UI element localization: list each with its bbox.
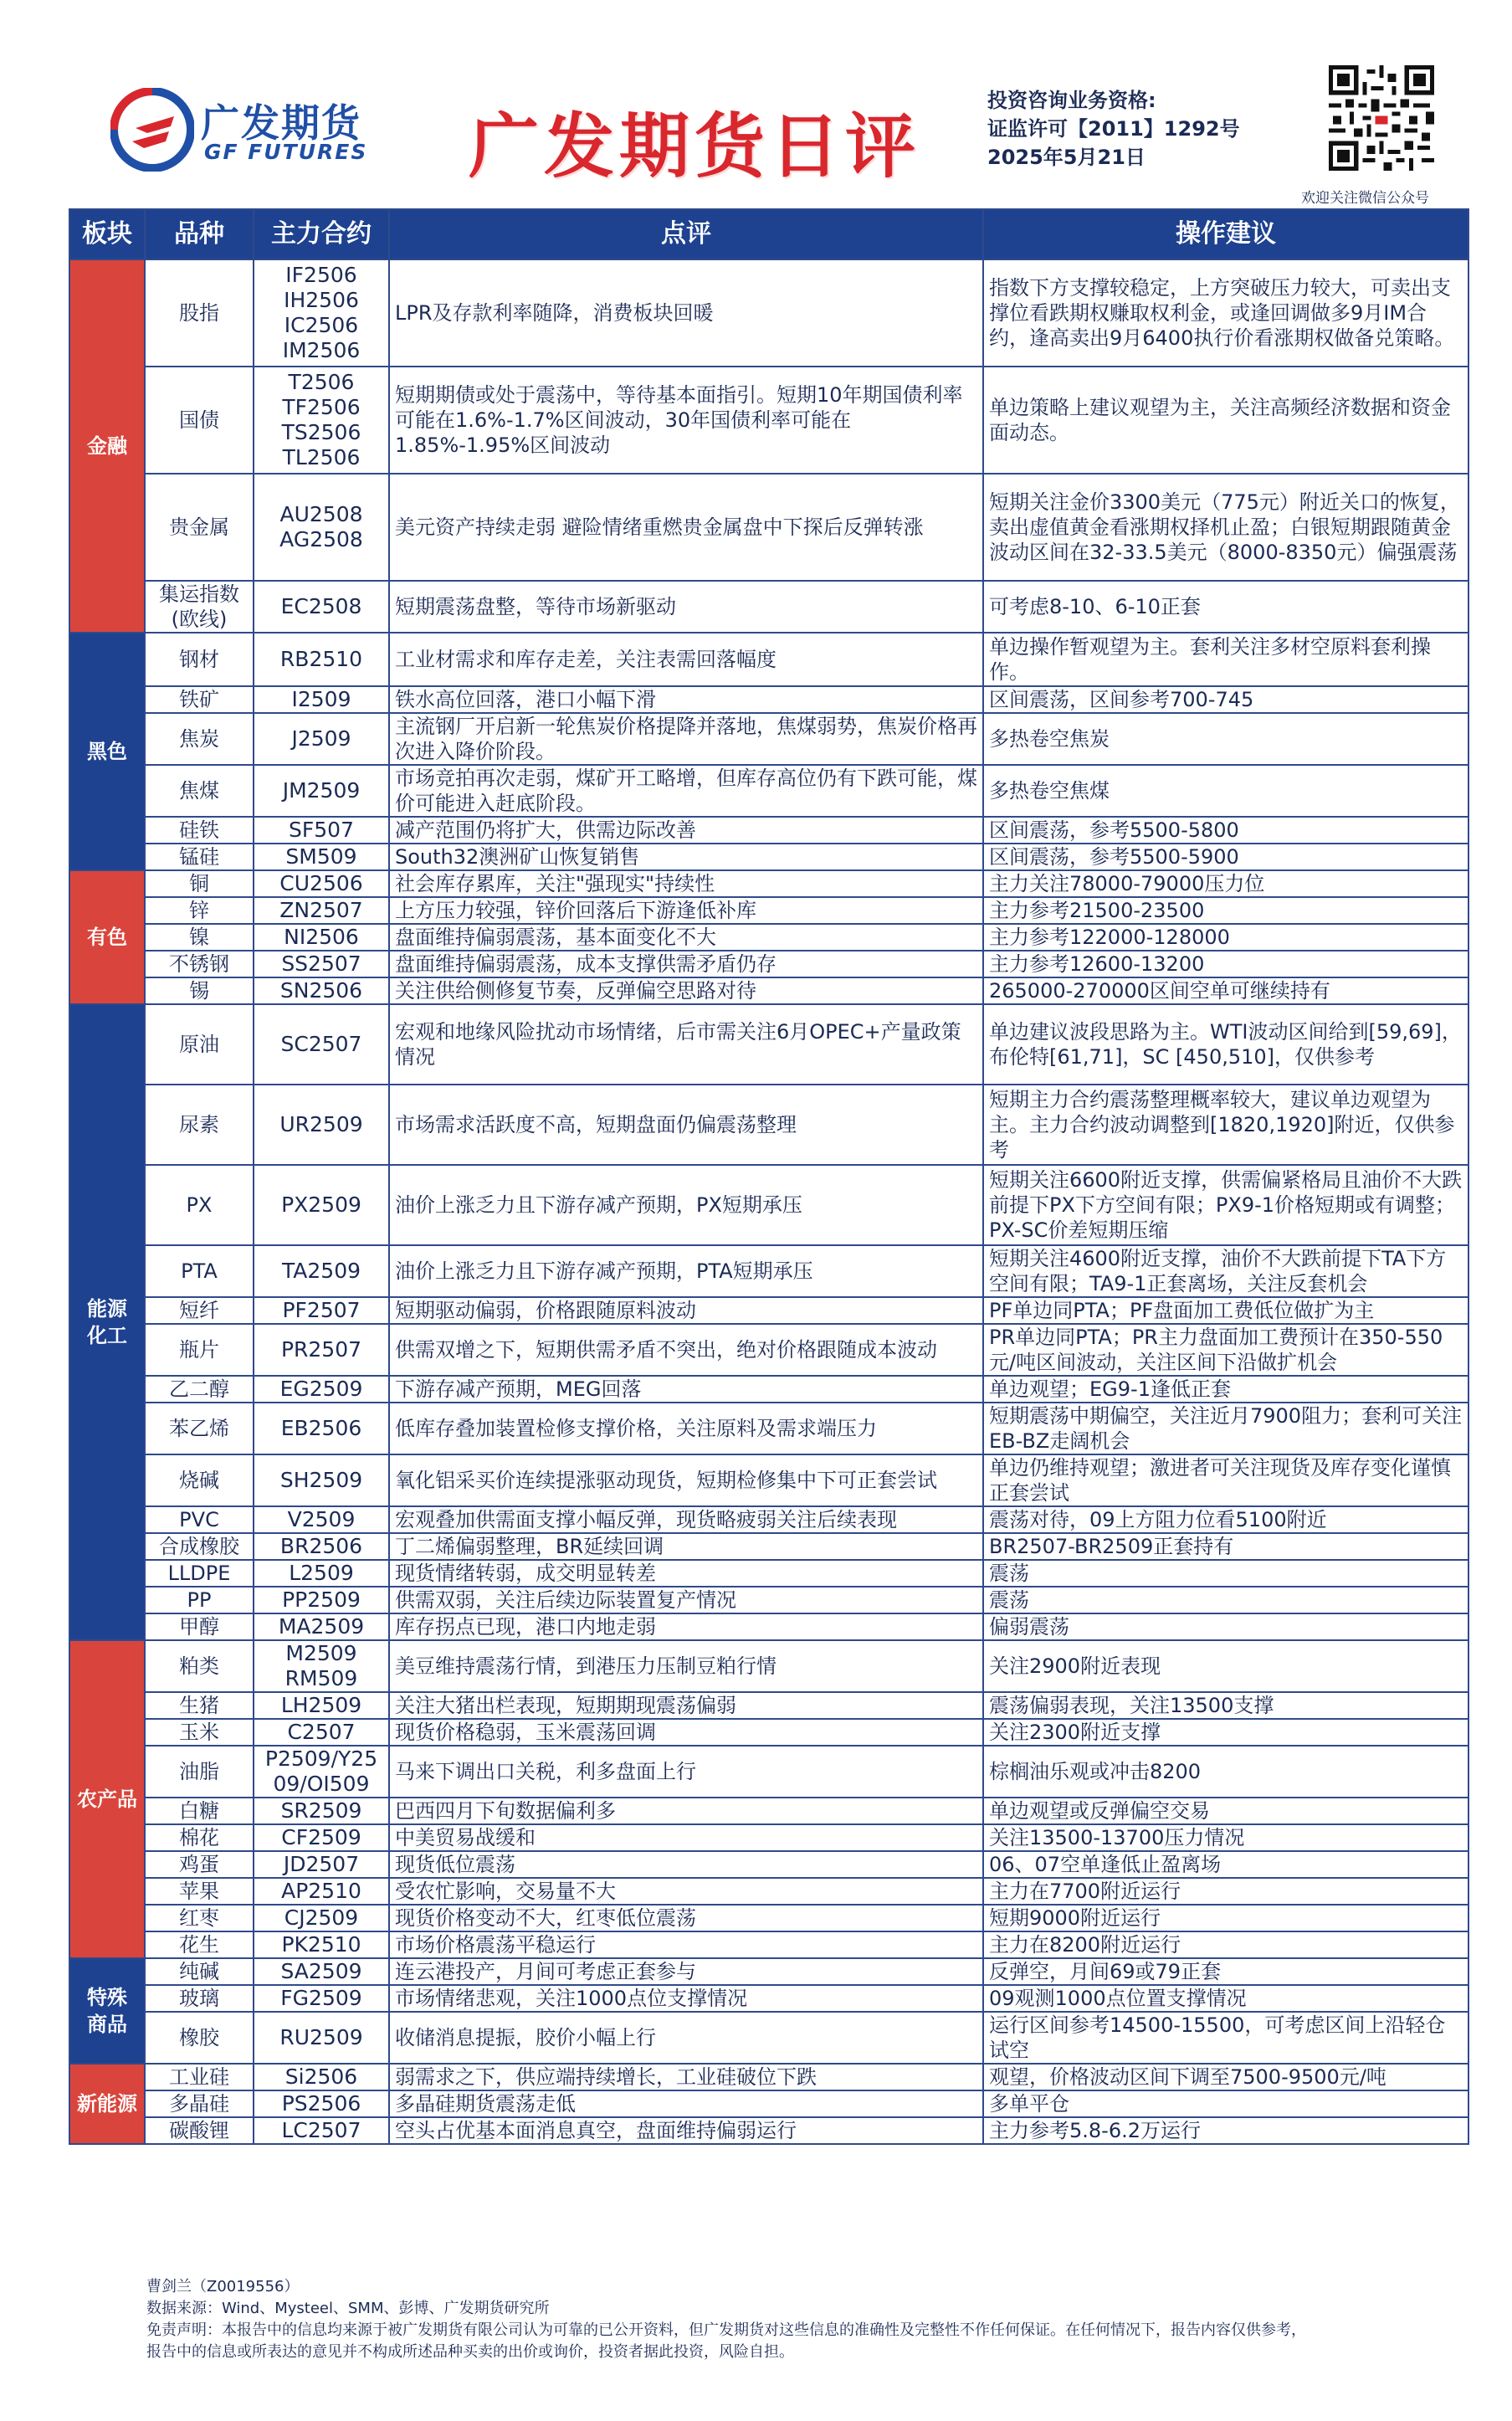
table-row bbox=[69, 1824, 1468, 1851]
header-advice: 操作建议 bbox=[983, 209, 1468, 259]
table-row bbox=[69, 924, 1468, 951]
contract-cell: MA2509 bbox=[254, 1613, 389, 1640]
variety-cell: 铁矿 bbox=[145, 686, 254, 713]
table-row bbox=[69, 765, 1468, 817]
variety-cell: 碳酸锂 bbox=[145, 2117, 254, 2144]
gf-logo-icon bbox=[110, 88, 194, 172]
comment-cell: 空头占优基本面消息真空，盘面维持偏弱运行 bbox=[389, 2117, 983, 2144]
comment-cell: 油价上涨乏力且下游存减产预期，PX短期承压 bbox=[389, 1165, 983, 1245]
table-row bbox=[69, 1985, 1468, 2012]
contract-cell: SN2506 bbox=[254, 977, 389, 1004]
data-source: 数据来源：Wind、Mysteel、SMM、彭博、广发期货研究所 bbox=[146, 2300, 550, 2317]
comment-cell: 宏观和地缘风险扰动市场情绪，后市需关注6月OPEC+产量政策情况 bbox=[389, 1004, 983, 1085]
contract-cell: RB2510 bbox=[254, 633, 389, 686]
table-row bbox=[69, 1587, 1468, 1613]
qualification-line: 投资咨询业务资格: bbox=[987, 89, 1156, 112]
table-row bbox=[69, 1692, 1468, 1719]
variety-cell: 锡 bbox=[145, 977, 254, 1004]
variety-cell: 短纤 bbox=[145, 1297, 254, 1324]
advice-cell: 短期关注6600附近支撑，供需偏紧格局且油价不大跌前提下PX下方空间有限；PX9-1价格短期或有调整；PX-SC价差短期压缩 bbox=[983, 1165, 1468, 1245]
table-row bbox=[69, 1958, 1468, 1985]
variety-cell: 苯乙烯 bbox=[145, 1403, 254, 1454]
advice-cell: 棕榈油乐观或冲击8200 bbox=[983, 1746, 1468, 1798]
advice-cell: 区间震荡，参考5500-5900 bbox=[983, 844, 1468, 870]
table-row bbox=[69, 581, 1468, 633]
comment-cell: 下游存减产预期，MEG回落 bbox=[389, 1376, 983, 1403]
advice-cell: 单边观望或反弹偏空交易 bbox=[983, 1798, 1468, 1824]
variety-cell: 棉花 bbox=[145, 1824, 254, 1851]
sector-cell: 农产品 bbox=[69, 1640, 145, 1958]
advice-cell: 关注2900附近表现 bbox=[983, 1640, 1468, 1692]
advice-cell: 单边操作暂观望为主。套利关注多材空原料套利操作。 bbox=[983, 633, 1468, 686]
comment-cell: 现货情绪转弱，成交明显转差 bbox=[389, 1560, 983, 1587]
comment-cell: 关注大猪出栏表现，短期期现震荡偏弱 bbox=[389, 1692, 983, 1719]
contract-cell: Si2506 bbox=[254, 2064, 389, 2090]
sector-cell: 金融 bbox=[69, 259, 145, 633]
table-row bbox=[69, 1613, 1468, 1640]
comment-cell: 短期驱动偏弱，价格跟随原料波动 bbox=[389, 1297, 983, 1324]
variety-cell: 花生 bbox=[145, 1931, 254, 1958]
variety-cell: 烧碱 bbox=[145, 1454, 254, 1506]
author: 曹剑兰（Z0019556） bbox=[146, 2278, 300, 2295]
contract-cell: RU2509 bbox=[254, 2012, 389, 2064]
contract-cell: LH2509 bbox=[254, 1692, 389, 1719]
advice-cell: 单边仍维持观望；激进者可关注现货及库存变化谨慎正套尝试 bbox=[983, 1454, 1468, 1506]
header-comment: 点评 bbox=[389, 209, 983, 259]
table-row bbox=[69, 1245, 1468, 1297]
contract-cell: V2509 bbox=[254, 1506, 389, 1533]
comment-cell: 现货低位震荡 bbox=[389, 1851, 983, 1878]
table-row bbox=[69, 977, 1468, 1004]
contract-cell: FG2509 bbox=[254, 1985, 389, 2012]
variety-cell: 橡胶 bbox=[145, 2012, 254, 2064]
table-row bbox=[69, 367, 1468, 474]
variety-cell: 焦炭 bbox=[145, 713, 254, 765]
variety-cell: 苹果 bbox=[145, 1878, 254, 1905]
comment-cell: 市场情绪悲观，关注1000点位支撑情况 bbox=[389, 1985, 983, 2012]
comment-cell: 供需双弱，关注后续边际装置复产情况 bbox=[389, 1587, 983, 1613]
header-contract: 主力合约 bbox=[254, 209, 389, 259]
contract-cell: L2509 bbox=[254, 1560, 389, 1587]
contract-cell: C2507 bbox=[254, 1719, 389, 1746]
sector-cell: 能源 化工 bbox=[69, 1004, 145, 1640]
variety-cell: 玉米 bbox=[145, 1719, 254, 1746]
contract-cell: CF2509 bbox=[254, 1824, 389, 1851]
contract-cell: SF507 bbox=[254, 817, 389, 844]
table-row bbox=[69, 1931, 1468, 1958]
comment-cell: 宏观叠加供需面支撑小幅反弹，现货略疲弱关注后续表现 bbox=[389, 1506, 983, 1533]
comment-cell: 多晶硅期货震荡走低 bbox=[389, 2090, 983, 2117]
table-row bbox=[69, 1506, 1468, 1533]
contract-cell: J2509 bbox=[254, 713, 389, 765]
table-row bbox=[69, 897, 1468, 924]
advice-cell: 指数下方支撑较稳定，上方突破压力较大，可卖出支撑位看跌期权赚取权利金，或逢回调做多9月IM合约，逢高卖出9月6400执行价看涨期权做备兑策略。 bbox=[983, 259, 1468, 367]
advice-cell: 多热卷空焦煤 bbox=[983, 765, 1468, 817]
comment-cell: 现货价格稳弱，玉米震荡回调 bbox=[389, 1719, 983, 1746]
comment-cell: 短期期债或处于震荡中，等待基本面指引。短期10年期国债利率可能在1.6%-1.7%区间波动，30年国债利率可能在1.85%-1.95%区间波动 bbox=[389, 367, 983, 474]
contract-cell: SC2507 bbox=[254, 1004, 389, 1085]
wechat-qr-code-icon bbox=[1329, 65, 1434, 171]
table-body bbox=[69, 259, 1468, 2144]
report-title: 广发期货日评 bbox=[469, 105, 921, 187]
advice-cell: 短期关注金价3300美元（775元）附近关口的恢复，卖出虚值黄金看涨期权择机止盈；白银短期跟随黄金波动区间在32-33.5美元（8000-8350元）偏强震荡 bbox=[983, 474, 1468, 581]
contract-cell: NI2506 bbox=[254, 924, 389, 951]
logo-en-text: GF FUTURES bbox=[204, 140, 368, 164]
advice-cell: 主力参考122000-128000 bbox=[983, 924, 1468, 951]
comment-cell: 氧化铝采买价连续提涨驱动现货，短期检修集中下可正套尝试 bbox=[389, 1454, 983, 1506]
contract-cell: JM2509 bbox=[254, 765, 389, 817]
comment-cell: 主流钢厂开启新一轮焦炭价格提降并落地，焦煤弱势，焦炭价格再次进入降价阶段。 bbox=[389, 713, 983, 765]
advice-cell: BR2507-BR2509正套持有 bbox=[983, 1533, 1468, 1560]
comment-cell: 美豆维持震荡行情，到港压力压制豆粕行情 bbox=[389, 1640, 983, 1692]
contract-cell: LC2507 bbox=[254, 2117, 389, 2144]
table-row bbox=[69, 1165, 1468, 1245]
table-row bbox=[69, 1324, 1468, 1376]
comment-cell: 马来下调出口关税，利多盘面上行 bbox=[389, 1746, 983, 1798]
variety-cell: 国债 bbox=[145, 367, 254, 474]
contract-cell: P2509/Y25 09/OI509 bbox=[254, 1746, 389, 1798]
comment-cell: 收储消息提振，胶价小幅上行 bbox=[389, 2012, 983, 2064]
advice-cell: 265000-270000区间空单可继续持有 bbox=[983, 977, 1468, 1004]
comment-cell: 上方压力较强，锌价回落后下游逢低补库 bbox=[389, 897, 983, 924]
comment-cell: 现货价格变动不大，红枣低位震荡 bbox=[389, 1905, 983, 1931]
report-footer bbox=[146, 2276, 1435, 2363]
variety-cell: PTA bbox=[145, 1245, 254, 1297]
contract-cell: SR2509 bbox=[254, 1798, 389, 1824]
advice-cell: 单边建议波段思路为主。WTI波动区间给到[59,69]，布伦特[61,71]，SC [450,510]，仅供参考 bbox=[983, 1004, 1468, 1085]
comment-cell: 丁二烯偏弱整理，BR延续回调 bbox=[389, 1533, 983, 1560]
variety-cell: 合成橡胶 bbox=[145, 1533, 254, 1560]
disclaimer-line-1: 免责声明：本报告中的信息均来源于被广发期货有限公司认为可靠的已公开资料，但广发期货对这些信息的准确性及完整性不作任何保证。在任何情况下，报告内容仅供参考， bbox=[146, 2321, 1306, 2339]
contract-cell: PP2509 bbox=[254, 1587, 389, 1613]
contract-cell: AU2508 AG2508 bbox=[254, 474, 389, 581]
table-row bbox=[69, 2117, 1468, 2144]
contract-cell: SA2509 bbox=[254, 1958, 389, 1985]
contract-cell: UR2509 bbox=[254, 1085, 389, 1165]
variety-cell: 生猪 bbox=[145, 1692, 254, 1719]
comment-cell: 巴西四月下旬数据偏利多 bbox=[389, 1798, 983, 1824]
advice-cell: 多单平仓 bbox=[983, 2090, 1468, 2117]
contract-cell: EB2506 bbox=[254, 1403, 389, 1454]
contract-cell: T2506 TF2506 TS2506 TL2506 bbox=[254, 367, 389, 474]
table-row bbox=[69, 844, 1468, 870]
table-row bbox=[69, 1533, 1468, 1560]
table-row bbox=[69, 1640, 1468, 1692]
advice-cell: 关注13500-13700压力情况 bbox=[983, 1824, 1468, 1851]
contract-cell: BR2506 bbox=[254, 1533, 389, 1560]
advice-cell: 主力参考21500-23500 bbox=[983, 897, 1468, 924]
comment-cell: 美元资产持续走弱 避险情绪重燃贵金属盘中下探后反弹转涨 bbox=[389, 474, 983, 581]
contract-cell: ZN2507 bbox=[254, 897, 389, 924]
variety-cell: 镍 bbox=[145, 924, 254, 951]
report-header bbox=[0, 0, 1512, 205]
comment-cell: 低库存叠加装置检修支撑价格，关注原料及需求端压力 bbox=[389, 1403, 983, 1454]
variety-cell: PP bbox=[145, 1587, 254, 1613]
table-row bbox=[69, 686, 1468, 713]
table-row bbox=[69, 2012, 1468, 2064]
table-row bbox=[69, 2090, 1468, 2117]
advice-cell: 主力参考5.8-6.2万运行 bbox=[983, 2117, 1468, 2144]
variety-cell: 甲醇 bbox=[145, 1613, 254, 1640]
advice-cell: 震荡 bbox=[983, 1587, 1468, 1613]
advice-cell: 单边策略上建议观望为主，关注高频经济数据和资金面动态。 bbox=[983, 367, 1468, 474]
advice-cell: 短期关注4600附近支撑，油价不大跌前提下TA下方空间有限；TA9-1正套离场，关注反套机会 bbox=[983, 1245, 1468, 1297]
advice-cell: 关注2300附近支撑 bbox=[983, 1719, 1468, 1746]
table-row bbox=[69, 1719, 1468, 1746]
advice-cell: 区间震荡，参考5500-5800 bbox=[983, 817, 1468, 844]
comment-cell: 短期震荡盘整，等待市场新驱动 bbox=[389, 581, 983, 633]
contract-cell: CU2506 bbox=[254, 870, 389, 897]
table-row bbox=[69, 1004, 1468, 1085]
comment-cell: 库存拐点已现，港口内地走弱 bbox=[389, 1613, 983, 1640]
header-sector: 板块 bbox=[69, 209, 145, 259]
advice-cell: 可考虑8-10、6-10正套 bbox=[983, 581, 1468, 633]
contract-cell: M2509 RM509 bbox=[254, 1640, 389, 1692]
qr-caption: 欢迎关注微信公众号 bbox=[1301, 190, 1429, 207]
contract-cell: I2509 bbox=[254, 686, 389, 713]
comment-cell: 受农忙影响，交易量不大 bbox=[389, 1878, 983, 1905]
advice-cell: PF单边同PTA；PF盘面加工费低位做扩为主 bbox=[983, 1297, 1468, 1324]
variety-cell: LLDPE bbox=[145, 1560, 254, 1587]
comment-cell: 弱需求之下，供应端持续增长，工业硅破位下跌 bbox=[389, 2064, 983, 2090]
variety-cell: 股指 bbox=[145, 259, 254, 367]
table-row bbox=[69, 1746, 1468, 1798]
variety-cell: 红枣 bbox=[145, 1905, 254, 1931]
advice-cell: 09观测1000点位置支撑情况 bbox=[983, 1985, 1468, 2012]
report-date: 2025年5月21日 bbox=[987, 146, 1146, 169]
gf-futures-logo bbox=[110, 88, 395, 180]
table-header-row bbox=[69, 209, 1468, 259]
sector-cell: 有色 bbox=[69, 870, 145, 1004]
contract-cell: EG2509 bbox=[254, 1376, 389, 1403]
variety-cell: 锰硅 bbox=[145, 844, 254, 870]
variety-cell: 多晶硅 bbox=[145, 2090, 254, 2117]
table-row bbox=[69, 870, 1468, 897]
table-row bbox=[69, 1085, 1468, 1165]
advice-cell: 06、07空单逢低止盈离场 bbox=[983, 1851, 1468, 1878]
comment-cell: 供需双增之下，短期供需矛盾不突出，绝对价格跟随成本波动 bbox=[389, 1324, 983, 1376]
header-variety: 品种 bbox=[145, 209, 254, 259]
variety-cell: 锌 bbox=[145, 897, 254, 924]
advice-cell: 偏弱震荡 bbox=[983, 1613, 1468, 1640]
table-row bbox=[69, 1403, 1468, 1454]
advice-cell: 运行区间参考14500-15500，可考虑区间上沿轻仓试空 bbox=[983, 2012, 1468, 2064]
table-row bbox=[69, 633, 1468, 686]
advice-cell: 观望，价格波动区间下调至7500-9500元/吨 bbox=[983, 2064, 1468, 2090]
comment-cell: 油价上涨乏力且下游存减产预期，PTA短期承压 bbox=[389, 1245, 983, 1297]
advice-cell: 主力在7700附近运行 bbox=[983, 1878, 1468, 1905]
contract-cell: TA2509 bbox=[254, 1245, 389, 1297]
variety-cell: 钢材 bbox=[145, 633, 254, 686]
contract-cell: PS2506 bbox=[254, 2090, 389, 2117]
logo-cn-text: 广发期货 bbox=[201, 100, 361, 146]
advice-cell: 震荡 bbox=[983, 1560, 1468, 1587]
contract-cell: EC2508 bbox=[254, 581, 389, 633]
variety-cell: 贵金属 bbox=[145, 474, 254, 581]
variety-cell: 原油 bbox=[145, 1004, 254, 1085]
variety-cell: 粕类 bbox=[145, 1640, 254, 1692]
comment-cell: 连云港投产，月间可考虑正套参与 bbox=[389, 1958, 983, 1985]
contract-cell: SS2507 bbox=[254, 951, 389, 977]
comment-cell: 铁水高位回落，港口小幅下滑 bbox=[389, 686, 983, 713]
table-row bbox=[69, 817, 1468, 844]
variety-cell: 鸡蛋 bbox=[145, 1851, 254, 1878]
table-row bbox=[69, 474, 1468, 581]
variety-cell: 白糖 bbox=[145, 1798, 254, 1824]
contract-cell: JD2507 bbox=[254, 1851, 389, 1878]
sector-cell: 特殊 商品 bbox=[69, 1958, 145, 2064]
table-row bbox=[69, 1376, 1468, 1403]
contract-cell: PR2507 bbox=[254, 1324, 389, 1376]
variety-cell: 玻璃 bbox=[145, 1985, 254, 2012]
table-row bbox=[69, 259, 1468, 367]
contract-cell: AP2510 bbox=[254, 1878, 389, 1905]
comment-cell: 市场价格震荡平稳运行 bbox=[389, 1931, 983, 1958]
table-row bbox=[69, 1905, 1468, 1931]
advice-cell: 短期主力合约震荡整理概率较大，建议单边观望为主。主力合约波动调整到[1820,1920]附近，仅供参考 bbox=[983, 1085, 1468, 1165]
comment-cell: 市场需求活跃度不高，短期盘面仍偏震荡整理 bbox=[389, 1085, 983, 1165]
comment-cell: LPR及存款利率随降，消费板块回暖 bbox=[389, 259, 983, 367]
table-row bbox=[69, 951, 1468, 977]
table-row bbox=[69, 1560, 1468, 1587]
contract-cell: IF2506 IH2506 IC2506 IM2506 bbox=[254, 259, 389, 367]
advice-cell: 震荡偏弱表现，关注13500支撑 bbox=[983, 1692, 1468, 1719]
table-row bbox=[69, 2064, 1468, 2090]
variety-cell: 不锈钢 bbox=[145, 951, 254, 977]
advice-cell: 震荡对待，09上方阻力位看5100附近 bbox=[983, 1506, 1468, 1533]
variety-cell: 纯碱 bbox=[145, 1958, 254, 1985]
contract-cell: PF2507 bbox=[254, 1297, 389, 1324]
advice-cell: 反弹空，月间69或79正套 bbox=[983, 1958, 1468, 1985]
table-row bbox=[69, 1851, 1468, 1878]
advice-cell: 单边观望；EG9-1逢低正套 bbox=[983, 1376, 1468, 1403]
variety-cell: 焦煤 bbox=[145, 765, 254, 817]
comment-cell: 减产范围仍将扩大，供需边际改善 bbox=[389, 817, 983, 844]
contract-cell: CJ2509 bbox=[254, 1905, 389, 1931]
market-review-table bbox=[69, 208, 1469, 2145]
comment-cell: 社会库存累库，关注"强现实"持续性 bbox=[389, 870, 983, 897]
variety-cell: 瓶片 bbox=[145, 1324, 254, 1376]
comment-cell: 中美贸易战缓和 bbox=[389, 1824, 983, 1851]
comment-cell: 市场竞拍再次走弱，煤矿开工略增，但库存高位仍有下跌可能，煤价可能进入赶底阶段。 bbox=[389, 765, 983, 817]
table-row bbox=[69, 1798, 1468, 1824]
contract-cell: PK2510 bbox=[254, 1931, 389, 1958]
license-number: 证监许可【2011】1292号 bbox=[987, 117, 1240, 141]
table-row bbox=[69, 713, 1468, 765]
advice-cell: PR单边同PTA；PR主力盘面加工费预计在350-550元/吨区间波动，关注区间下沿做扩机会 bbox=[983, 1324, 1468, 1376]
variety-cell: PVC bbox=[145, 1506, 254, 1533]
advice-cell: 多热卷空焦炭 bbox=[983, 713, 1468, 765]
table-row bbox=[69, 1297, 1468, 1324]
variety-cell: 工业硅 bbox=[145, 2064, 254, 2090]
variety-cell: PX bbox=[145, 1165, 254, 1245]
comment-cell: South32澳洲矿山恢复销售 bbox=[389, 844, 983, 870]
contract-cell: SH2509 bbox=[254, 1454, 389, 1506]
variety-cell: 尿素 bbox=[145, 1085, 254, 1165]
sector-cell: 新能源 bbox=[69, 2064, 145, 2144]
contract-cell: PX2509 bbox=[254, 1165, 389, 1245]
qualification-info bbox=[987, 86, 1240, 172]
sector-cell: 黑色 bbox=[69, 633, 145, 870]
advice-cell: 区间震荡，区间参考700-745 bbox=[983, 686, 1468, 713]
table-row bbox=[69, 1454, 1468, 1506]
variety-cell: 硅铁 bbox=[145, 817, 254, 844]
contract-cell: SM509 bbox=[254, 844, 389, 870]
advice-cell: 主力参考12600-13200 bbox=[983, 951, 1468, 977]
advice-cell: 主力关注78000-79000压力位 bbox=[983, 870, 1468, 897]
comment-cell: 工业材需求和库存走差，关注表需回落幅度 bbox=[389, 633, 983, 686]
comment-cell: 盘面维持偏弱震荡，基本面变化不大 bbox=[389, 924, 983, 951]
advice-cell: 短期震荡中期偏空，关注近月7900阻力；套利可关注EB-BZ走阔机会 bbox=[983, 1403, 1468, 1454]
comment-cell: 关注供给侧修复节奏，反弹偏空思路对待 bbox=[389, 977, 983, 1004]
disclaimer-line-2: 报告中的信息或所表达的意见并不构成所述品种买卖的出价或询价，投资者据此投资，风险自担。 bbox=[146, 2343, 794, 2361]
variety-cell: 集运指数 (欧线) bbox=[145, 581, 254, 633]
table-row bbox=[69, 1878, 1468, 1905]
advice-cell: 短期9000附近运行 bbox=[983, 1905, 1468, 1931]
variety-cell: 铜 bbox=[145, 870, 254, 897]
variety-cell: 油脂 bbox=[145, 1746, 254, 1798]
variety-cell: 乙二醇 bbox=[145, 1376, 254, 1403]
advice-cell: 主力在8200附近运行 bbox=[983, 1931, 1468, 1958]
comment-cell: 盘面维持偏弱震荡，成本支撑供需矛盾仍存 bbox=[389, 951, 983, 977]
